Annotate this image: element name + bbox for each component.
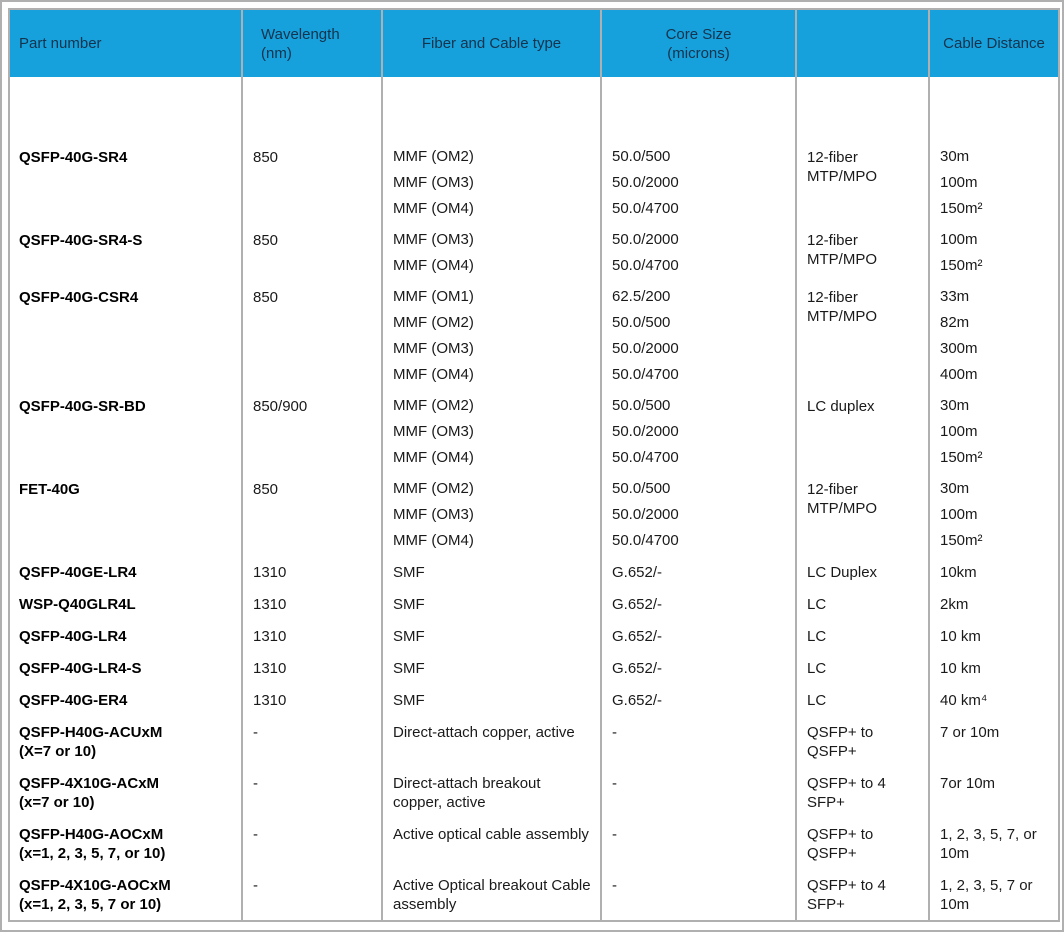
cell-wavelength (242, 588, 382, 620)
cell-core-size (601, 473, 796, 556)
core-size-value: - (612, 877, 617, 894)
part-number: QSFP-4X10G-ACxM (19, 775, 160, 792)
cable-distance-value: 1, 2, 3, 5, 7, or 10m (940, 826, 1037, 862)
core-size-value: 50.0/2000 (612, 506, 679, 523)
table-row-wsp-q40glr4l (9, 588, 1059, 620)
wavelength-value: 850 (253, 481, 279, 498)
connector-value: QSFP+ to QSFP+ (807, 826, 874, 862)
cell-wavelength (242, 141, 382, 224)
wavelength-value: 850 (253, 232, 279, 249)
core-size-value: - (612, 724, 617, 741)
cell-fiber-type (382, 716, 601, 767)
cell-core-size (601, 652, 796, 684)
cell-connector (796, 652, 929, 684)
cell-core-size (601, 869, 796, 921)
connector-value: LC (807, 692, 827, 709)
fiber-type-value: Direct-attach breakout copper, active (393, 775, 541, 811)
column-header-label: Cable Distance (943, 35, 1045, 52)
cell-fiber-type (382, 588, 601, 620)
fiber-type-value: MMF (OM2) (393, 148, 474, 165)
cell-core-size (601, 141, 796, 224)
connector-value: LC (807, 628, 827, 645)
fiber-type-value: SMF (393, 692, 425, 709)
cell-connector (796, 224, 929, 281)
table-row-qsfp-40g-sr4-s (9, 224, 1059, 281)
cable-distance-value: 2km (940, 596, 969, 613)
fiber-type-value: SMF (393, 596, 425, 613)
connector-value: LC (807, 660, 827, 677)
cable-distance-value: 150m² (940, 200, 983, 217)
fiber-type-value: MMF (OM4) (393, 532, 474, 549)
part-number: QSFP-4X10G-AOCxM (19, 877, 171, 894)
fiber-type-value: MMF (OM4) (393, 366, 474, 383)
connector-value: 12-fiber MTP/MPO (807, 289, 877, 325)
core-size-value: 50.0/500 (612, 480, 671, 497)
column-header-empty (796, 9, 929, 77)
cell-wavelength (242, 556, 382, 588)
cable-distance-value: 150m² (940, 257, 983, 274)
table-row-qsfp-40g-er4 (9, 684, 1059, 716)
cell-core-size (601, 818, 796, 869)
fiber-type-value: MMF (OM3) (393, 423, 474, 440)
cell-cable-distance (929, 224, 1059, 281)
cable-distance-value: 40 km⁴ (940, 692, 988, 709)
cell-part-number (9, 224, 242, 281)
cable-distance-value: 300m (940, 340, 978, 357)
cell-connector (796, 588, 929, 620)
part-number: QSFP-H40G-ACUxM (19, 724, 163, 741)
connector-value: 12-fiber MTP/MPO (807, 481, 877, 517)
cell-fiber-type (382, 281, 601, 390)
cell-part-number (9, 869, 242, 921)
core-size-value: 50.0/4700 (612, 449, 679, 466)
core-size-value: - (612, 775, 617, 792)
cell-cable-distance (929, 652, 1059, 684)
fiber-type-value: MMF (OM4) (393, 449, 474, 466)
cell-core-size (601, 620, 796, 652)
core-size-value: 50.0/2000 (612, 423, 679, 440)
cell-cable-distance (929, 684, 1059, 716)
fiber-type-value: MMF (OM3) (393, 340, 474, 357)
cell-wavelength (242, 390, 382, 473)
cable-distance-value: 100m (940, 506, 978, 523)
cell-core-size (601, 767, 796, 818)
cell-fiber-type (382, 141, 601, 224)
cell-part-number (9, 473, 242, 556)
fiber-type-value: MMF (OM4) (393, 257, 474, 274)
table-row-qsfp-40g-lr4 (9, 620, 1059, 652)
fiber-type-value: SMF (393, 564, 425, 581)
empty-cell (601, 77, 796, 141)
core-size-value: 50.0/500 (612, 397, 671, 414)
column-header-label: Core Size (665, 25, 732, 43)
cell-wavelength (242, 224, 382, 281)
part-number: QSFP-40G-LR4 (19, 628, 127, 645)
fiber-type-value: MMF (OM2) (393, 480, 474, 497)
empty-cell (796, 77, 929, 141)
empty-cell (9, 77, 242, 141)
core-size-value: 62.5/200 (612, 288, 671, 305)
cell-fiber-type (382, 390, 601, 473)
fiber-type-value: MMF (OM2) (393, 314, 474, 331)
empty-spacer-row (9, 77, 1059, 141)
empty-cell (929, 77, 1059, 141)
cell-part-number (9, 390, 242, 473)
wavelength-value: 1310 (253, 660, 287, 677)
fiber-type-value: Active Optical breakout Cable assembly (393, 877, 591, 913)
cell-cable-distance (929, 556, 1059, 588)
core-size-value: 50.0/500 (612, 148, 671, 165)
cell-connector (796, 716, 929, 767)
fiber-type-value: MMF (OM3) (393, 506, 474, 523)
column-header-core-size-microns (601, 9, 796, 77)
part-number-variants: (x=1, 2, 3, 5, 7 or 10) (19, 896, 162, 913)
wavelength-value: 1310 (253, 564, 287, 581)
cell-wavelength (242, 652, 382, 684)
cell-wavelength (242, 620, 382, 652)
cable-distance-value: 10km (940, 564, 977, 581)
core-size-value: 50.0/2000 (612, 340, 679, 357)
cell-connector (796, 556, 929, 588)
cell-connector (796, 141, 929, 224)
connector-value: QSFP+ to QSFP+ (807, 724, 874, 760)
cell-part-number (9, 767, 242, 818)
cell-wavelength (242, 684, 382, 716)
cable-distance-value: 150m² (940, 449, 983, 466)
cell-cable-distance (929, 141, 1059, 224)
core-size-value: 50.0/2000 (612, 231, 679, 248)
cell-wavelength (242, 473, 382, 556)
wavelength-value: - (253, 877, 258, 894)
cell-core-size (601, 716, 796, 767)
core-size-value: 50.0/4700 (612, 532, 679, 549)
table-row-qsfp-h40g-acuxm (9, 716, 1059, 767)
fiber-type-value: SMF (393, 660, 425, 677)
cell-fiber-type (382, 473, 601, 556)
core-size-value: 50.0/4700 (612, 366, 679, 383)
cell-cable-distance (929, 869, 1059, 921)
table-row-qsfp-4x10g-acxm (9, 767, 1059, 818)
cable-distance-value: 82m (940, 314, 970, 331)
cell-cable-distance (929, 281, 1059, 390)
table-row-qsfp-h40g-aocxm (9, 818, 1059, 869)
cell-wavelength (242, 281, 382, 390)
cell-wavelength (242, 716, 382, 767)
table-row-qsfp-40g-csr4 (9, 281, 1059, 390)
cell-cable-distance (929, 767, 1059, 818)
empty-cell (242, 77, 382, 141)
empty-cell (382, 77, 601, 141)
cell-fiber-type (382, 652, 601, 684)
table-row-qsfp-40g-sr4 (9, 141, 1059, 224)
fiber-type-value: MMF (OM3) (393, 174, 474, 191)
part-number: QSFP-40G-SR4-S (19, 232, 143, 249)
fiber-type-value: MMF (OM3) (393, 231, 474, 248)
cable-distance-value: 400m (940, 366, 978, 383)
cable-distance-value: 30m (940, 397, 970, 414)
cell-connector (796, 869, 929, 921)
part-number: FET-40G (19, 481, 80, 498)
column-header-label: Fiber and Cable type (421, 35, 562, 52)
fiber-type-value: MMF (OM4) (393, 200, 474, 217)
core-size-value: - (612, 826, 617, 843)
cell-core-size (601, 556, 796, 588)
cell-cable-distance (929, 716, 1059, 767)
cell-part-number (9, 620, 242, 652)
core-size-value: G.652/- (612, 628, 663, 645)
connector-value: QSFP+ to 4 SFP+ (807, 877, 886, 913)
connector-value: 12-fiber MTP/MPO (807, 149, 877, 185)
part-number: QSFP-H40G-AOCxM (19, 826, 164, 843)
core-size-value: G.652/- (612, 692, 663, 709)
column-header-part-number (9, 9, 242, 77)
part-number: QSFP-40G-SR-BD (19, 398, 146, 415)
cell-fiber-type (382, 869, 601, 921)
connector-value: LC Duplex (807, 564, 878, 581)
cable-distance-value: 1, 2, 3, 5, 7 or 10m (940, 877, 1033, 913)
table-row-fet-40g (9, 473, 1059, 556)
table-header-row (9, 9, 1059, 77)
fiber-type-value: Active optical cable assembly (393, 826, 589, 843)
cell-connector (796, 281, 929, 390)
core-size-value: G.652/- (612, 564, 663, 581)
fiber-type-value: MMF (OM2) (393, 397, 474, 414)
cell-core-size (601, 390, 796, 473)
wavelength-value: 1310 (253, 692, 287, 709)
cell-cable-distance (929, 390, 1059, 473)
core-size-value: 50.0/2000 (612, 174, 679, 191)
cell-core-size (601, 281, 796, 390)
core-size-value: G.652/- (612, 660, 663, 677)
cell-connector (796, 620, 929, 652)
cell-core-size (601, 224, 796, 281)
cell-wavelength (242, 767, 382, 818)
connector-value: LC duplex (807, 398, 875, 415)
wavelength-value: 850 (253, 289, 279, 306)
cell-cable-distance (929, 588, 1059, 620)
column-header-label: (nm) (261, 44, 292, 62)
cable-distance-value: 30m (940, 148, 970, 165)
cell-connector (796, 684, 929, 716)
part-number: WSP-Q40GLR4L (19, 596, 136, 613)
cell-cable-distance (929, 620, 1059, 652)
cable-distance-value: 100m (940, 231, 978, 248)
wavelength-value: - (253, 775, 258, 792)
part-number-variants: (X=7 or 10) (19, 743, 97, 760)
core-size-value: 50.0/4700 (612, 257, 679, 274)
part-number-variants: (x=7 or 10) (19, 794, 95, 811)
cable-distance-value: 33m (940, 288, 970, 305)
cell-cable-distance (929, 818, 1059, 869)
cable-distance-value: 100m (940, 423, 978, 440)
cell-fiber-type (382, 818, 601, 869)
cell-part-number (9, 281, 242, 390)
cell-connector (796, 390, 929, 473)
fiber-type-value: Direct-attach copper, active (393, 724, 575, 741)
fiber-type-value: MMF (OM1) (393, 288, 474, 305)
cable-distance-value: 100m (940, 174, 978, 191)
transceiver-spec-table (8, 8, 1060, 922)
cell-cable-distance (929, 473, 1059, 556)
table-row-qsfp-40ge-lr4 (9, 556, 1059, 588)
core-size-value: 50.0/4700 (612, 200, 679, 217)
part-number: QSFP-40G-SR4 (19, 149, 128, 166)
cell-part-number (9, 818, 242, 869)
cable-distance-value: 7 or 10m (940, 724, 1000, 741)
wavelength-value: 850 (253, 149, 279, 166)
column-header-label: Part number (19, 35, 102, 52)
cell-fiber-type (382, 556, 601, 588)
column-header-fiber-and-cable-type (382, 9, 601, 77)
column-header-wavelength-nm (242, 9, 382, 77)
wavelength-value: 850/900 (253, 398, 308, 415)
fiber-type-value: SMF (393, 628, 425, 645)
core-size-value: G.652/- (612, 596, 663, 613)
cell-fiber-type (382, 767, 601, 818)
cell-connector (796, 767, 929, 818)
table-row-qsfp-40g-lr4-s (9, 652, 1059, 684)
part-number: QSFP-40G-ER4 (19, 692, 128, 709)
cell-wavelength (242, 818, 382, 869)
connector-value: QSFP+ to 4 SFP+ (807, 775, 886, 811)
cable-distance-value: 30m (940, 480, 970, 497)
wavelength-value: 1310 (253, 628, 287, 645)
part-number: QSFP-40GE-LR4 (19, 564, 137, 581)
cell-part-number (9, 141, 242, 224)
table-row-qsfp-4x10g-aocxm (9, 869, 1059, 921)
cell-wavelength (242, 869, 382, 921)
cell-part-number (9, 556, 242, 588)
table-row-qsfp-40g-sr-bd (9, 390, 1059, 473)
part-number: QSFP-40G-CSR4 (19, 289, 139, 306)
cable-distance-value: 10 km (940, 628, 981, 645)
wavelength-value: 1310 (253, 596, 287, 613)
column-header-cable-distance (929, 9, 1059, 77)
cell-fiber-type (382, 620, 601, 652)
cell-part-number (9, 716, 242, 767)
connector-value: 12-fiber MTP/MPO (807, 232, 877, 268)
connector-value: LC (807, 596, 827, 613)
cell-part-number (9, 588, 242, 620)
cable-distance-value: 10 km (940, 660, 981, 677)
cable-distance-value: 150m² (940, 532, 983, 549)
cable-distance-value: 7or 10m (940, 775, 996, 792)
cell-connector (796, 818, 929, 869)
part-number: QSFP-40G-LR4-S (19, 660, 142, 677)
cell-core-size (601, 588, 796, 620)
cell-connector (796, 473, 929, 556)
cell-core-size (601, 684, 796, 716)
wavelength-value: - (253, 826, 258, 843)
cell-part-number (9, 652, 242, 684)
cell-fiber-type (382, 224, 601, 281)
cell-part-number (9, 684, 242, 716)
wavelength-value: - (253, 724, 258, 741)
column-header-label: (microns) (667, 44, 730, 62)
cell-fiber-type (382, 684, 601, 716)
column-header-label: Wavelength (261, 25, 340, 43)
part-number-variants: (x=1, 2, 3, 5, 7, or 10) (19, 845, 166, 862)
core-size-value: 50.0/500 (612, 314, 671, 331)
